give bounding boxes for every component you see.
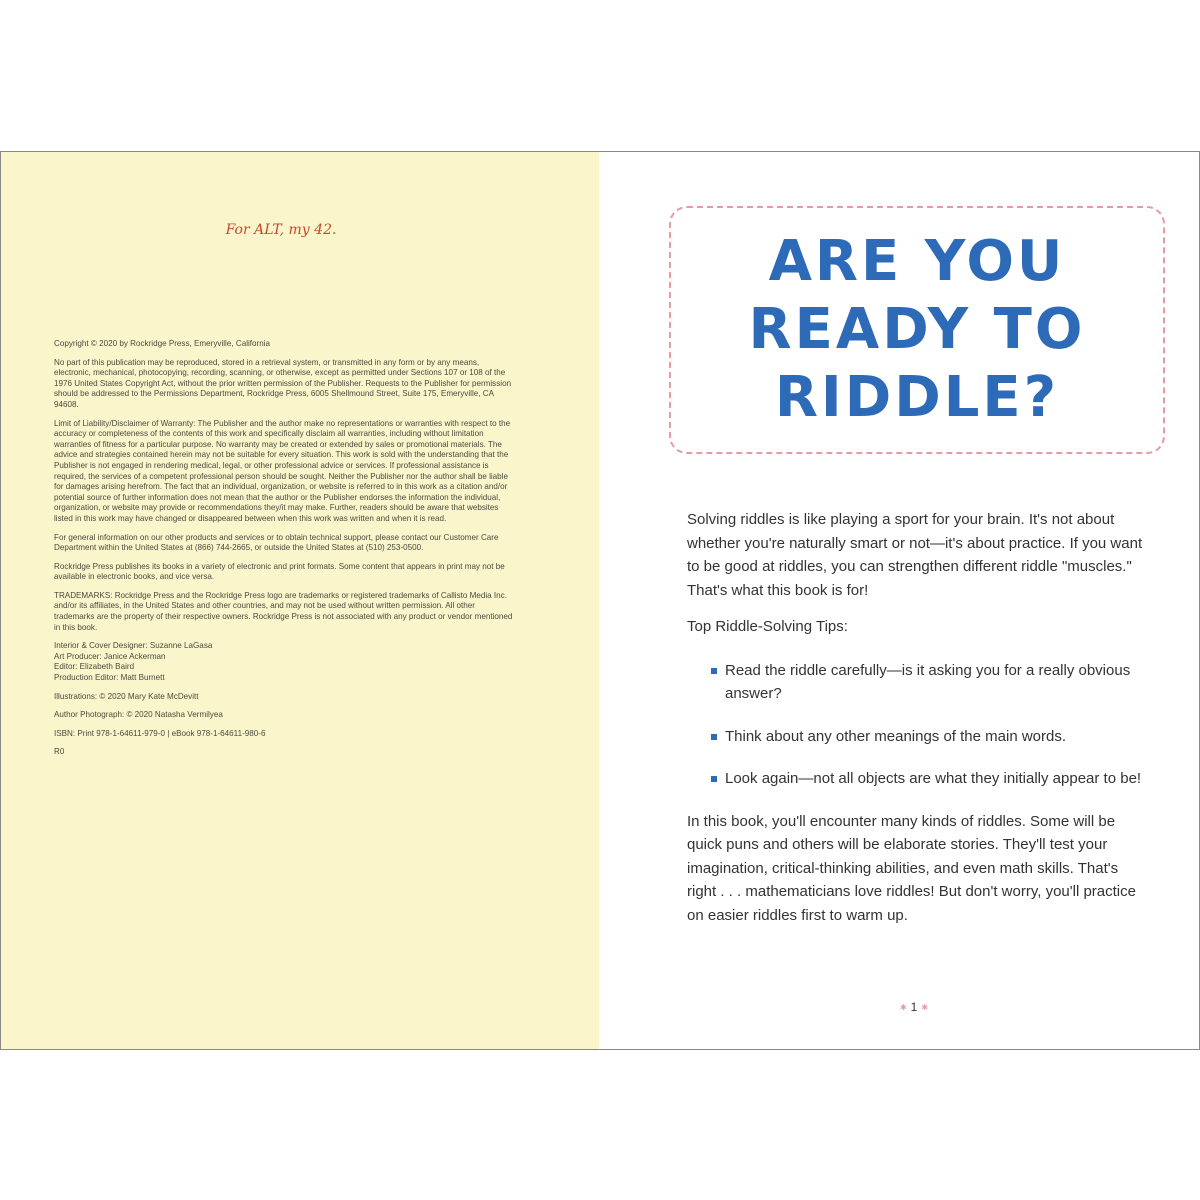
trademarks-notice: TRADEMARKS: Rockridge Press and the Rockridge Press logo are trademarks or registered trademarks of Callisto Media Inc. and/or its affiliates, in the United States and other countries, and may not be used without written permission. All other trademarks are the property of their respective owners. Rockridge Press is not associated with any product or vendor mentioned in this book. <box>54 590 513 632</box>
rights-notice: No part of this publication may be reproduced, stored in a retrieval system, or transmitted in any form or by any means, electronic, mechanical, photocopying, recording, scanning, or otherwise, except as permitted under Sections 107 or 108 of the 1976 United States Copyright Act, without the prior written permission of the Publisher. Requests to the Publisher for permission should be addressed to the Permissions Department, Rockridge Press, 6005 Shellmound Street, Suite 175, Emeryville, CA 94608. <box>54 357 512 409</box>
title-box <box>669 206 1165 454</box>
intro-paragraph: Solving riddles is like playing a sport for your brain. It's not about whether you're naturally smart or not—it's about practice. If you want to be good at riddles, you can strengthen different riddle "muscles." That's what this book is for! <box>687 511 1143 599</box>
title-line: ARE YOU <box>768 229 1066 294</box>
intro-page <box>599 152 1199 1049</box>
illustrations-credit: Illustrations: © 2020 Mary Kate McDevitt <box>54 691 199 701</box>
disclaimer: Limit of Liability/Disclaimer of Warranty: The Publisher and the author make no representations or warranties with respect to the accuracy or completeness of the contents of this work and specifically disclaim all warranties, including without limitation warranties of fitness for a particular purpose. No warranty may be created or extended by sales or promotional materials. The advice and strategies contained herein may not be suitable for every situation. This work is sold with the understanding that the Publisher is not engaged in rendering medical, legal, or other professional advice or services. If professional assistance is required, the services of a competent professional person should be sought. Neither the Publisher nor the author shall be liable for damages arising herefrom. The fact that an individual, organization, or website is referred to in this work as a citation and/or potential source of further information does not mean that the author or the Publisher endorses the information the individual, organization, or website may provide or recommendations they/it may make. Further, readers should be aware that websites listed in this work may have changed or disappeared between when this work was written and when it is read. <box>54 418 511 523</box>
page-number <box>889 1000 939 1014</box>
copyright-line: Copyright © 2020 by Rockridge Press, Emeryville, California <box>54 339 271 348</box>
tip-text: Think about any other meanings of the main words. <box>725 727 1067 745</box>
bullet-icon <box>711 668 717 674</box>
star-icon: ✱ <box>921 1003 929 1013</box>
copyright-block <box>54 339 514 766</box>
bullet-icon <box>711 734 717 740</box>
credit-line: Production Editor: Matt Burnett <box>54 673 165 683</box>
left-folio: R0 <box>54 747 65 757</box>
tips-heading: Top Riddle-Solving Tips: <box>687 618 848 635</box>
list-item <box>687 659 1147 706</box>
copyright-page <box>1 152 599 1049</box>
closing-paragraph: In this book, you'll encounter many kinds of riddles. Some will be quick puns and others will be elaborate stories. They'll test your imagination, critical-thinking abilities, and even math skills. That's right . . . mathematicians love riddles! But don't worry, you'll practice on easier riddles first to warm up. <box>687 812 1136 924</box>
tip-text: Read the riddle carefully—is it asking you for a really obvious answer? <box>725 661 1131 702</box>
credits-list <box>54 641 514 683</box>
page-number-text: 1 <box>910 1000 918 1014</box>
credit-line: Art Producer: Janice Ackerman <box>54 651 166 661</box>
tip-text: Look again—not all objects are what they initially appear to be! <box>725 770 1142 787</box>
list-item <box>687 725 1147 749</box>
formats-notice: Rockridge Press publishes its books in a variety of electronic and print formats. Some content that appears in print may not be available in electronic books, and vice versa. <box>54 561 505 582</box>
author-photo-credit: Author Photograph: © 2020 Natasha Vermilyea <box>54 710 223 720</box>
tips-list <box>687 659 1147 791</box>
isbn: ISBN: Print 978-1-64611-979-0 | eBook 978-1-64611-980-6 <box>54 728 266 738</box>
title-line: RIDDLE? <box>774 365 1060 430</box>
title-line: READY TO <box>748 297 1086 362</box>
book-spread <box>0 151 1200 1050</box>
body-copy <box>687 508 1147 927</box>
bullet-icon <box>711 776 717 782</box>
dedication: For ALT, my 42. <box>225 222 337 238</box>
support-notice: For general information on our other products and services or to obtain technical support, please contact our Customer Care Department within the United States at (866) 744-2665, or outside the United States at (510) 253-0500. <box>54 532 499 553</box>
star-icon: ✱ <box>899 1003 907 1013</box>
credit-line: Editor: Elizabeth Baird <box>54 662 135 672</box>
credit-line: Interior & Cover Designer: Suzanne LaGasa <box>54 641 213 651</box>
page-title <box>749 228 1086 432</box>
list-item <box>687 767 1147 791</box>
